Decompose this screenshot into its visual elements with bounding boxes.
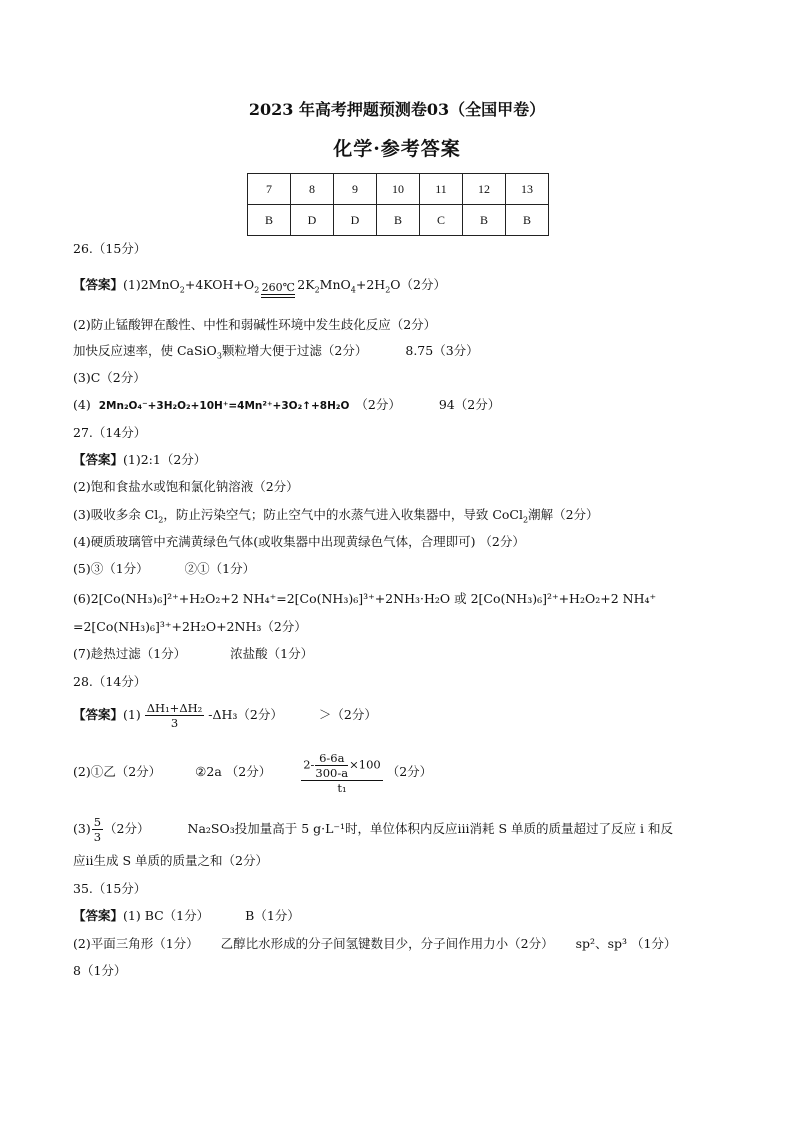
q27-p3-mid: ，防止污染空气；防止空气中的水蒸气进入收集器中，导致 CoCl: [163, 507, 523, 522]
q26-p4-equation: 2Mn₂O₄⁻+3H₂O₂+10H⁺=4Mn²⁺+3O₂↑+8H₂O: [98, 400, 350, 412]
q27-heading: 27.（14分）: [73, 425, 147, 440]
table-cell-question: 8: [291, 174, 334, 205]
answer-label: 【答案】: [73, 908, 124, 923]
q35-p2b: 乙醇比水形成的分子间氢键数目少，分子间作用力小（2分）: [220, 936, 554, 951]
q28-p3-prefix: (3): [73, 821, 91, 836]
q27-line8: [73, 645, 313, 663]
inner-denominator: 300-a: [315, 765, 349, 780]
inner-fraction: [315, 751, 348, 780]
q35-heading: 35.（15分）: [73, 881, 147, 896]
q26-p1-mid: +4KOH+O: [184, 277, 255, 292]
table-cell-answer: D: [334, 205, 377, 236]
table-cell-question: 10: [377, 174, 420, 205]
answer-label: 【答案】: [73, 277, 124, 292]
inner-numerator: 6-6a: [315, 751, 348, 766]
q26-line3: 加快反应速率，使 CaSiO$_3$颗粒增大便于过滤（2分） 8.75（3分）: [73, 343, 479, 361]
q27-p1: (1)2:1（2分）: [123, 452, 207, 467]
fraction: [145, 701, 205, 730]
q27-line1: [73, 451, 206, 469]
q27-line6: (6)2[Co(NH₃)₆]²⁺+H₂O₂+2 NH₄⁺=2[Co(NH₃)₆]³⁺+2NH₃·H₂O 或 2[Co(NH₃)₆]²⁺+H₂O₂+2 NH₄⁺: [73, 591, 657, 606]
q35-line1: [73, 907, 300, 925]
q28-p1-suffix: -ΔH₃（2分）: [208, 707, 283, 722]
q35-line3: 8（1分）: [73, 963, 127, 978]
q26-p2b-value: 8.75（3分）: [405, 343, 479, 358]
q27-line5: [73, 560, 255, 578]
table-cell-question: 7: [248, 174, 291, 205]
q27-line2: (2)饱和食盐水或饱和氯化钠溶液（2分）: [73, 479, 299, 494]
nested-fraction: [301, 751, 383, 795]
q27-p3-prefix: (3)吸收多余 Cl: [73, 507, 159, 522]
answer-label: 【答案】: [73, 707, 124, 722]
table-cell-answer: B: [463, 205, 506, 236]
q26-p1-prefix: (1)2MnO: [123, 277, 180, 292]
fraction-numerator: ΔH₁+ΔH₂: [146, 701, 203, 715]
answer-table-answers-row: [248, 205, 549, 236]
q28-p1-prefix: (1): [123, 707, 141, 722]
q28-p1-b: ＞（2分）: [318, 707, 377, 722]
fraction-denominator: 3: [170, 716, 179, 730]
page-subtitle: 化学·参考答案: [333, 138, 461, 160]
q28-p3-text: Na₂SO₃投加量高于 5 g·L⁻¹时，单位体积内反应ⅲ消耗 S 单质的质量超过了反应 i 和反: [187, 821, 673, 836]
nested-fraction-numerator: [301, 751, 383, 781]
q26-line2: (2)防止锰酸钾在酸性、中性和弱碱性环境中发生歧化反应（2分）: [73, 317, 437, 332]
table-cell-question: 13: [506, 174, 549, 205]
times-100: ×100: [349, 757, 381, 771]
q26-p2b-suffix: 颗粒增大便于过滤（2分）: [221, 343, 368, 358]
q27-line4: (4)硬质玻璃管中充满黄绿色气体(或收集器中出现黄绿色气体，合理即可) （2分）: [73, 534, 525, 549]
table-cell-question: 12: [463, 174, 506, 205]
table-cell-answer: B: [248, 205, 291, 236]
q28-p2c-score: （2分）: [386, 764, 433, 779]
q35-p2a: (2)平面三角形（1分）: [73, 936, 199, 951]
table-cell-answer: D: [291, 205, 334, 236]
q28-p3-score: （2分）: [104, 821, 150, 836]
table-cell-answer: B: [506, 205, 549, 236]
q27-p7a: (7)趁热过滤（1分）: [73, 646, 187, 661]
q27-p5b: ②①（1分）: [184, 561, 256, 576]
q28-line1: [73, 698, 377, 732]
nested-lead: 2-: [303, 757, 315, 771]
q27-line7: =2[Co(NH₃)₆]³⁺+2H₂O+2NH₃（2分）: [73, 619, 307, 634]
q26-p4-value: 94（2分）: [438, 397, 501, 412]
q28-line2: [73, 748, 432, 796]
q35-p2c: sp²、sp³ （1分）: [575, 936, 677, 951]
q35-line2: [73, 935, 676, 953]
q28-p2b: ②2a （2分）: [195, 764, 272, 779]
q26-p4-prefix: (4): [73, 397, 91, 412]
answer-table: [247, 173, 549, 236]
q26-p1-product2: MnO: [319, 277, 351, 292]
q26-p1-tail: +2H: [355, 277, 386, 292]
q27-line3: (3)吸收多余 $Cl_2$，防止污染空气；防止空气中的水蒸气进入收集器中，导致 CoCl$_2$潮解（2分）: [73, 507, 599, 525]
q26-p1-tail2: O（2分）: [390, 277, 446, 292]
reaction-condition: [261, 282, 295, 298]
answer-table-questions-row: [248, 174, 549, 205]
fraction-numerator: 5: [93, 815, 102, 829]
q27-p3-suffix: 潮解（2分）: [528, 507, 599, 522]
q28-line4: 应ⅱ生成 S 单质的质量之和（2分）: [73, 853, 268, 868]
q27-p5a: (5)③（1分）: [73, 561, 149, 576]
q26-line1: 【答案】$(1)2MnO_2+4KOH+O_2$ 260℃ $2K_2MnO_4+2H_2O(2$分）: [73, 276, 446, 300]
q26-p2b-prefix: 加快反应速率，使 CaSiO: [73, 343, 217, 358]
fraction-denominator: 3: [93, 830, 102, 844]
q26-p4-score: （2分）: [355, 397, 401, 412]
page-title: 2023 年高考押题预测卷03（全国甲卷）: [248, 100, 546, 119]
condition-text: 260℃: [261, 280, 295, 294]
q26-heading: 26.（15分）: [73, 241, 147, 256]
table-cell-answer: C: [420, 205, 463, 236]
fraction: [92, 815, 103, 844]
q35-p1a: (1) BC（1分）: [123, 908, 210, 923]
table-cell-answer: B: [377, 205, 420, 236]
q28-p2a: (2)①乙（2分）: [73, 764, 162, 779]
table-cell-question: 11: [420, 174, 463, 205]
q28-heading: 28.（14分）: [73, 674, 147, 689]
table-cell-question: 9: [334, 174, 377, 205]
q35-p1b: B（1分）: [245, 908, 300, 923]
nested-fraction-denominator: t₁: [337, 780, 347, 795]
q28-line3: [73, 812, 673, 846]
q26-line4: (3)C（2分）: [73, 370, 146, 385]
q26-line5: [73, 396, 500, 415]
q27-p7b: 浓盐酸（1分）: [230, 646, 314, 661]
q26-p1-product: 2K: [297, 277, 315, 292]
answer-label: 【答案】: [73, 452, 124, 467]
